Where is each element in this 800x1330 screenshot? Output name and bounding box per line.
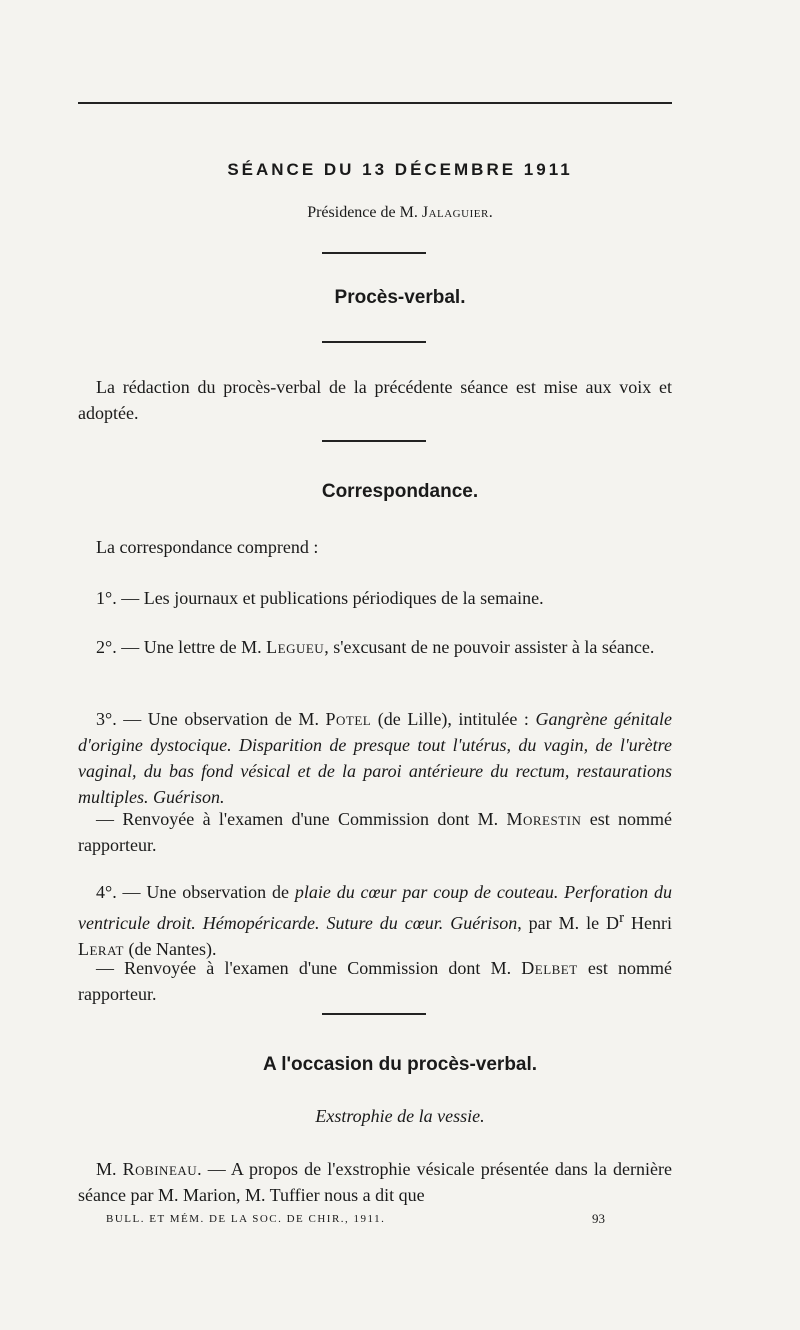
item2-name: Legueu xyxy=(266,637,325,657)
correspondance-intro: La correspondance comprend : xyxy=(96,537,319,557)
proces-verbal-text: La rédaction du procès-verbal de la précédente séance est mise aux voix et adoptée. xyxy=(78,377,672,423)
footer-citation: BULL. ET MÉM. DE LA SOC. DE CHIR., 1911. xyxy=(106,1213,386,1225)
section-title-proces-verbal: Procès-verbal. xyxy=(334,287,466,308)
item3-text-a: 3°. — Une observation de M. xyxy=(96,709,319,729)
item2-text-b: , s'excusant de ne pouvoir assister à la séance. xyxy=(324,637,655,657)
item4-text-e: — Renvoyée à l'examen d'une Commission dont M. xyxy=(96,958,512,978)
item4-title: plaie du cœur par coup de couteau. Perforation du ventricule droit. Hémopéricarde. Suture du cœur. Guérison xyxy=(78,882,673,933)
section-title-occasion: A l'occasion du procès-verbal. xyxy=(262,1054,538,1075)
robineau-prefix: M. xyxy=(96,1159,117,1179)
section-subtitle-exstrophie: Exstrophie de la vessie. xyxy=(315,1106,485,1126)
president-name: Jalaguier xyxy=(421,204,489,221)
item4-rapporteur: Delbet xyxy=(521,958,578,978)
item4-text-a: 4°. — Une observation de xyxy=(96,882,295,902)
item4-text-f: est nommé rapporteur. xyxy=(78,958,673,1004)
presidence-prefix: Présidence de M. xyxy=(307,204,418,221)
correspondance-item-2 xyxy=(78,634,672,660)
item3-commission xyxy=(78,806,672,858)
separator xyxy=(322,341,426,343)
presidence-line xyxy=(0,204,800,222)
robineau-name: Robineau xyxy=(122,1159,198,1179)
robineau-paragraph xyxy=(78,1156,672,1208)
session-title: SÉANCE DU 13 DÉCEMBRE 1911 xyxy=(227,160,573,179)
separator xyxy=(322,440,426,442)
item3-text-b: (de Lille), intitulée : xyxy=(371,709,536,729)
item3-rapporteur: Morestin xyxy=(506,809,582,829)
page-number: 93 xyxy=(592,1211,605,1226)
correspondance-item-4 xyxy=(78,879,672,962)
item3-text-c: — Renvoyée à l'examen d'une Commission dont M. xyxy=(96,809,499,829)
correspondance-item-3 xyxy=(78,706,672,810)
item4-commission xyxy=(78,955,672,1007)
top-rule xyxy=(78,102,672,104)
separator xyxy=(322,252,426,254)
item3-text-d: est nommé rapporteur. xyxy=(78,809,673,855)
item4-text-d: (de Nantes). xyxy=(124,939,217,959)
item4-sup: r xyxy=(619,910,625,926)
item4-text-b: , par M. le D xyxy=(517,913,620,933)
correspondance-item-1: 1°. — Les journaux et publications périodiques de la semaine. xyxy=(96,588,544,608)
presidence-suffix: . xyxy=(488,204,493,221)
separator xyxy=(322,1013,426,1015)
item4-name: Lerat xyxy=(78,939,124,959)
item2-text-a: 2°. — Une lettre de M. xyxy=(96,637,262,657)
item3-title: Gangrène génitale d'origine dystocique. Disparition de presque tout l'utérus, du vagin, de l'urètre vaginal, du bas fond vésical et de la paroi antérieure du rectum, restaurations multiples. Guérison. xyxy=(78,709,673,807)
item3-name: Potel xyxy=(325,709,372,729)
item4-text-c: Henri xyxy=(624,913,673,933)
section-title-correspondance: Correspondance. xyxy=(321,481,479,502)
robineau-text: . — A propos de l'exstrophie vésicale présentée dans la dernière séance par M. Marion, M. Tuffier nous a dit que xyxy=(78,1159,673,1205)
